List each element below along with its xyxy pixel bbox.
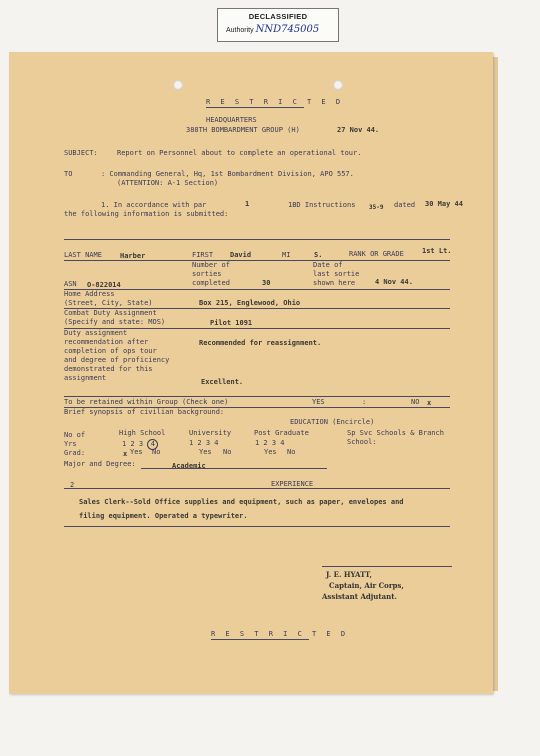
- duty-value: Recommended for reassignment.: [199, 339, 322, 347]
- retained-yes-label: YES: [312, 398, 325, 406]
- stamp-title: DECLASSIFIED: [248, 12, 308, 21]
- last-sortie-label-1: Date of: [313, 261, 343, 269]
- para1-dated: dated: [394, 201, 416, 209]
- last-name-label: LAST NAME: [64, 251, 102, 259]
- duty-label-1: Duty assignment: [64, 329, 128, 337]
- combat-value: Pilot 1091: [210, 319, 253, 327]
- last-sortie-label-2: last sortie: [313, 270, 360, 278]
- high-school-circled-year: 4: [147, 439, 158, 450]
- prof-label-3: assignment: [64, 374, 107, 382]
- last-sortie-value: 4 Nov 44.: [375, 278, 413, 286]
- para1-instr: 1BD Instructions: [288, 201, 356, 209]
- group-name: 388TH BOMBARDMENT GROUP (H): [186, 126, 300, 134]
- para1-instr-no: 35-9: [369, 204, 384, 211]
- duty-label-2: recommendation after: [64, 338, 149, 346]
- university-no: No: [223, 448, 232, 456]
- post-graduate-label: Post Graduate: [254, 429, 309, 437]
- rule: [64, 488, 450, 489]
- rule: [64, 260, 450, 261]
- high-school-nums: 1 2 3: [122, 440, 144, 448]
- punch-hole-left: [173, 80, 183, 90]
- experience-line-2: filing equipment. Operated a typewriter.: [79, 512, 248, 520]
- document-page: [9, 52, 493, 694]
- experience-label: EXPERIENCE: [271, 480, 314, 488]
- punch-hole-right: [333, 80, 343, 90]
- signature-title: Assistant Adjutant.: [322, 592, 397, 601]
- sorties-label-1: Number of: [192, 261, 230, 269]
- prof-label-2: demonstrated for this: [64, 365, 153, 373]
- sorties-value: 30: [262, 279, 271, 287]
- asn-label: ASN: [64, 280, 77, 288]
- attention-line: (ATTENTION: A-1 Section): [117, 179, 219, 187]
- stamp-authority-value: NND745005: [255, 24, 320, 35]
- signature-line: [322, 566, 452, 567]
- first-name-label: FIRST: [192, 251, 214, 259]
- rank-label: RANK OR GRADE: [349, 250, 404, 258]
- retained-no-mark: x: [427, 399, 432, 407]
- rank-value: 1st Lt.: [422, 247, 452, 255]
- post-graduate-years: 1 2 3 4: [255, 439, 285, 447]
- home-value: Box 215, Englewood, Ohio: [199, 299, 301, 307]
- post-graduate-no: No: [287, 448, 296, 456]
- major-value: Academic: [172, 462, 206, 470]
- declassified-stamp: [217, 8, 339, 42]
- mi-value: S.: [314, 251, 323, 259]
- headquarters: HEADQUARTERS: [206, 116, 257, 124]
- high-school-grad-mark: x: [123, 450, 128, 458]
- para1-par-no: 1: [245, 200, 250, 208]
- prof-value: Excellent.: [201, 378, 244, 386]
- university-years: 1 2 3 4: [189, 439, 219, 447]
- retained-label: To be retained within Group (Check one): [64, 398, 229, 406]
- education-label: EDUCATION (Encircle): [290, 418, 375, 426]
- university-label: University: [189, 429, 232, 437]
- high-school-no: No: [152, 448, 161, 456]
- stamp-authority: [218, 24, 338, 35]
- restricted-underline: [206, 107, 304, 108]
- sp-svc-schools-label: Sp Svc Schools & Branch: [347, 429, 444, 437]
- signature-name: J. E. HYATT,: [326, 570, 372, 579]
- post-graduate-yes: Yes: [264, 448, 277, 456]
- sorties-label-2: sorties: [192, 270, 222, 278]
- para1-dated-value: 30 May 44: [425, 200, 463, 208]
- last-name-value: Harber: [120, 252, 146, 260]
- duty-label-3: completion of ops tour: [64, 347, 157, 355]
- para1-lead: 1. In accordance with par: [101, 201, 207, 209]
- last-sortie-label-3: shown here: [313, 279, 356, 287]
- rule: [64, 396, 450, 397]
- combat-label-1: Combat Duty Assignment: [64, 309, 157, 317]
- home-label-1: Home Address: [64, 290, 115, 298]
- major-label: Major and Degree:: [64, 460, 136, 468]
- to-text: : Commanding General, Hq, 1st Bombardment Division, APO 557.: [101, 170, 354, 178]
- stamp-authority-label: Authority: [226, 27, 254, 34]
- asn-value: O-822014: [87, 281, 121, 289]
- school-label: School:: [347, 438, 377, 446]
- grad-label: Grad:: [64, 449, 86, 457]
- sorties-label-3: completed: [192, 279, 230, 287]
- rule: [64, 526, 450, 527]
- subject-label: SUBJECT:: [64, 149, 98, 157]
- experience-number: 2: [70, 481, 75, 489]
- report-date: 27 Nov 44.: [337, 126, 380, 134]
- home-label-2: (Street, City, State): [64, 299, 153, 307]
- brief-synopsis-label: Brief synopsis of civilian background:: [64, 408, 225, 416]
- yrs-label: Yrs: [64, 440, 77, 448]
- prof-label-1: and degree of proficiency: [64, 356, 170, 364]
- para1-line2: the following information is submitted:: [64, 210, 229, 218]
- combat-label-2: (Specify and state: MOS): [64, 318, 166, 326]
- major-underline: [141, 468, 327, 469]
- restricted-footer-underline: [211, 639, 309, 640]
- retained-colon: :: [362, 398, 367, 406]
- retained-no-label: NO: [411, 398, 420, 406]
- rule: [64, 239, 450, 240]
- restricted-header: R E S T R I C T E D: [206, 98, 344, 106]
- first-name-value: David: [230, 251, 252, 259]
- high-school-label: High School: [119, 429, 166, 437]
- restricted-footer: R E S T R I C T E D: [211, 630, 349, 638]
- mi-label: MI: [282, 251, 291, 259]
- no-of-label: No of: [64, 431, 86, 439]
- high-school-yes: Yes: [130, 448, 143, 456]
- experience-line-1: Sales Clerk--Sold Office supplies and equipment, such as paper, envelopes and: [79, 498, 404, 506]
- signature-rank: Captain, Air Corps,: [329, 581, 404, 590]
- to-label: TO: [64, 170, 73, 178]
- subject-text: Report on Personnel about to complete an operational tour.: [117, 149, 362, 157]
- university-yes: Yes: [199, 448, 212, 456]
- rule: [64, 289, 450, 290]
